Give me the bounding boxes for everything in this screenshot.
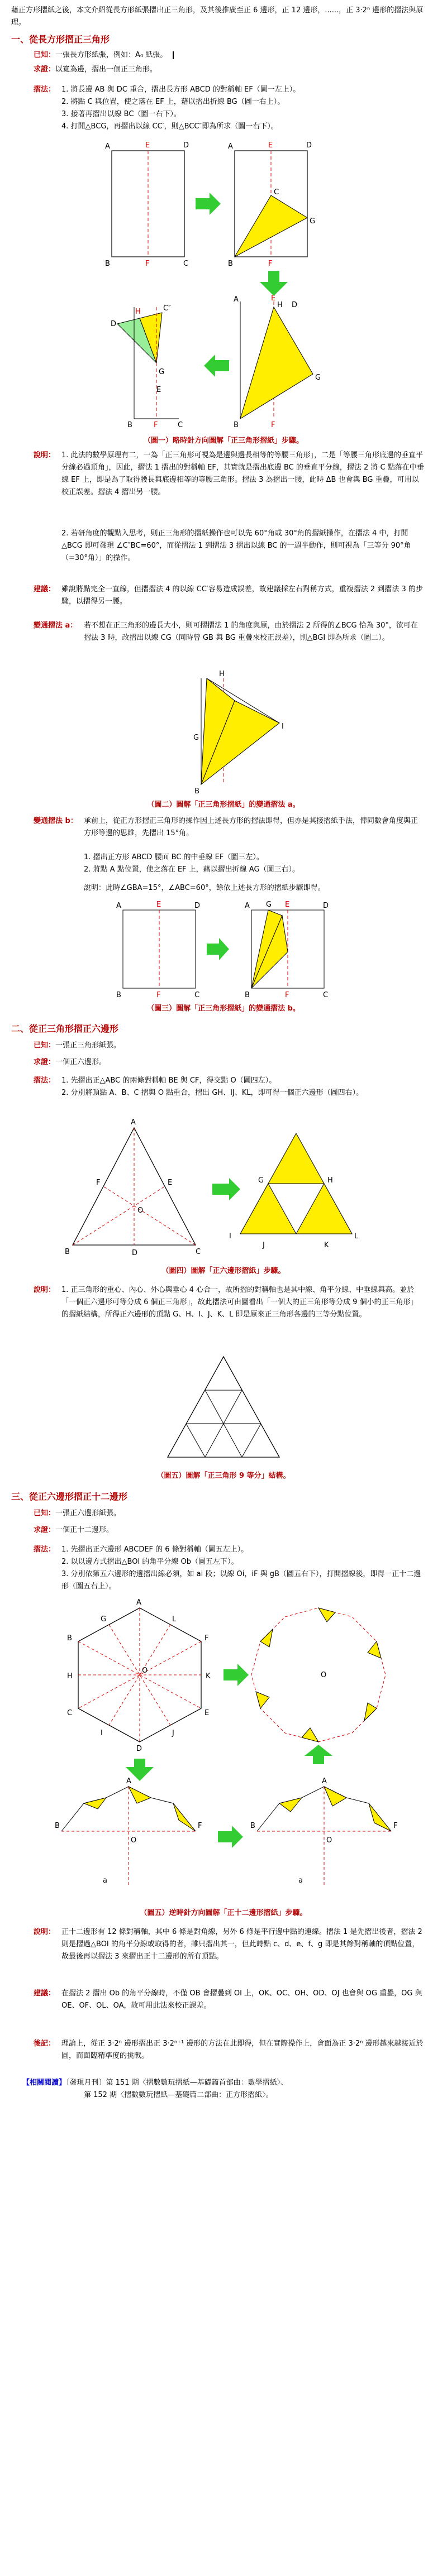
svg-text:E: E (268, 141, 273, 150)
given-label: 已知： (34, 1509, 56, 1517)
svg-text:K: K (324, 1241, 329, 1249)
svg-text:O: O (321, 1671, 327, 1679)
svg-text:L: L (172, 1615, 177, 1624)
given-label: 已知： (34, 51, 56, 59)
s2-explain: 1. 正三角形的重心、內心、外心與垂心 4 心合一，故所摺的對稱軸也是其中線、角平分線、中垂線與高。並於「一個正六邊形可等分成 6 個正三角形」，故此摺法可由圖看出「一個大的正三角形等分成 9 個小的正三角形」的摺紙結構，所得正六邊形的頂點 G、H、I、J、K、L 即是原來正三角形各邊的三等分點位置。 (61, 1286, 418, 1319)
svg-text:F: F (145, 260, 150, 268)
svg-text:C: C (196, 1248, 201, 1256)
explain-label: 說明： (34, 1928, 56, 1936)
s2-goal (34, 1056, 425, 1069)
svg-text:E: E (168, 1179, 173, 1187)
method-label: 摺法： (34, 1545, 56, 1554)
svg-text:C: C (178, 421, 183, 429)
step-1: 1. 先摺出正六邊形 ABCDEF 的 6 條對稱軸（圖五左上）。 (61, 1545, 249, 1554)
svg-text:C: C (183, 260, 189, 268)
s3-given (34, 1507, 425, 1520)
goal-text: 一個正六邊形。 (55, 1058, 107, 1066)
s1-goal (34, 64, 425, 76)
s1-var-a: 若不想在正三角形的邊長大小，則可摺摺法 1 的角度與原，由於摺法 2 所得的∠BCG 恰為 30°，欲可在摺法 3 時，改摺出以線 CG（同時曾 GB 與 BG 重疊來校正誤差），則△BGI 即為所求（圖二）。 (84, 621, 418, 642)
goal-text: 以寬為邊，摺出一個正三角形。 (55, 65, 158, 74)
svg-text:D: D (323, 902, 329, 910)
svg-text:G: G (310, 217, 316, 226)
figure-5 (162, 1351, 285, 1463)
svg-text:J: J (172, 1729, 174, 1737)
svg-text:A: A (228, 142, 233, 151)
svg-text:A: A (136, 1598, 141, 1607)
text-cursor (167, 51, 174, 59)
svg-text:B: B (234, 421, 239, 429)
svg-text:B: B (116, 991, 121, 999)
svg-text:F: F (271, 421, 275, 429)
svg-text:H: H (219, 670, 225, 678)
svg-text:D: D (136, 1745, 142, 1753)
svg-text:A: A (126, 1777, 131, 1785)
related-label: 【相關閱讀】 (22, 2079, 66, 2087)
svg-text:D: D (132, 1249, 138, 1257)
svg-text:E: E (156, 386, 161, 394)
svg-text:F: F (198, 1822, 202, 1830)
svg-text:B: B (228, 260, 233, 268)
step-1: 1. 先摺出正△ABC 的兩條對稱軸 BE 與 CF，得交點 O（圖四左）。 (61, 1076, 277, 1085)
related-link-151[interactable]: 〔發現月刊〕第 151 期〈摺數數玩摺紙—基礎篇首部曲：數學摺紙〉、 (66, 2079, 288, 2087)
step-1: 1. 將長邊 AB 與 DC 重合，摺出長方形 ABCD 的對稱軸 EF（圖一左上）。 (61, 85, 301, 94)
svg-text:A: A (105, 142, 110, 151)
var-b-label: 變通摺法 b： (34, 817, 78, 825)
svg-text:D: D (292, 301, 298, 309)
s2-steps (61, 1075, 425, 1099)
given-text: 一張正六邊形紙張。 (55, 1509, 121, 1517)
svg-text:A: A (116, 902, 121, 910)
svg-text:G: G (159, 368, 165, 376)
step-2: 2. 分別將頂點 A、B、C 摺與 O 點重合，摺出 GH、IJ、KL，即可得一個正六邊形（圖四右）。 (61, 1089, 364, 1097)
svg-text:F: F (96, 1179, 101, 1187)
figure-1-caption: （圖一）略時針方向圖解「正三角形摺紙」步驟。 (143, 437, 303, 445)
svg-text:B: B (67, 1634, 72, 1643)
step-3: 3. 接著再摺出以線 BC（圖一右下）。 (61, 110, 181, 118)
goal-label: 求證： (34, 1526, 56, 1534)
svg-text:J: J (263, 1241, 265, 1249)
svg-text:F: F (154, 421, 158, 429)
s3-steps (61, 1544, 425, 1593)
svg-text:I: I (229, 1232, 231, 1241)
svg-text:H: H (67, 1672, 73, 1680)
svg-text:H: H (277, 301, 283, 309)
given-text: 一張長方形紙張，例如：A₄ 紙張。 (55, 51, 168, 59)
svg-text:G: G (101, 1615, 107, 1624)
s1-var-b-explain: 說明：此時∠GBA=15°，∠ABC=60°，餘依上述長方形的摺紙步驟即得。 (84, 884, 325, 892)
svg-text:a: a (298, 1876, 303, 1885)
s3-suggest: 在摺法 2 摺出 Ob 的角平分線時，不僅 OB 會摺疊到 OI 上，OK、OC、OH、OD、OJ 也會與 OG 重疊，OG 與 OE、OF、OL、OA，故可用此法來校正誤差。 (61, 1989, 422, 2010)
s1-explain-2: 2. 若研角度的觀點入思考，則正三角形的摺紙操作也可以先 60°角或 30°角的摺紙操作，在摺法 4 中，打開△BCG 即可發現 ∠C″BC=60°，而從摺法 1 到摺法 3 摺出以線 BC 的一週半動作，則可視為「三等分 90°角（=30°角）」的操作。 (61, 529, 411, 562)
method-label: 摺法： (34, 1076, 56, 1085)
svg-text:B: B (65, 1248, 70, 1256)
figure-1 (101, 140, 358, 430)
svg-text:C: C (323, 991, 329, 999)
section-1-title: 一、從長方形摺正三角形 (11, 34, 110, 45)
s3-note: 理論上，從正 3‧2ⁿ 邊形摺出正 3‧2ⁿ⁺¹ 邊形的方法在此即得，但在實際操作上，會面為正 3‧2ⁿ 邊形越來越接近於圓，而面臨精準度的挑戰。 (61, 2039, 424, 2060)
note-label: 後記： (34, 2039, 56, 2048)
svg-text:D: D (111, 320, 117, 328)
svg-text:I: I (101, 1729, 103, 1737)
section-2-title: 二、從正三角形摺正六邊形 (11, 1023, 119, 1034)
step-2: 2. 將點 C 與位置，使之落在 EF 上，藉以摺出折線 BG（圖一右上）。 (61, 98, 285, 106)
svg-text:F: F (285, 991, 289, 999)
svg-text:A: A (234, 295, 239, 304)
svg-text:L: L (354, 1232, 359, 1241)
s3-explain: 正十二邊形有 12 條對稱軸，其中 6 條是對角線，另外 6 條是平行邊中點的連線。摺法 1 是先摺出後者，摺法 2 則是摺過△BOI 的角平分線或取得的者，雖只摺出其一，但此時點 c、d、e、f、g 即是其餘對稱軸的頂點位置，故最後再以摺法 3 來摺出正十二邊形的所有頂點。 (61, 1928, 422, 1961)
s1-var-b-steps (84, 851, 425, 876)
step-3: 3. 分別依第五六邊形的邊摺出線必須，如 ai 段；以線 Oi，iF 與 gB（圖五右下），打開摺線後，即得一正十二邊形（圖五右上）。 (61, 1570, 421, 1591)
svg-text:B: B (105, 260, 110, 268)
s2-given (34, 1040, 425, 1052)
s1-suggest: 雖說將點完全一直線，但摺摺法 4 的以線 CC′容易造成誤差，故建議採左右對稱方式，重複摺法 2 到摺法 3 的步驟，以摺得另一腰。 (61, 585, 423, 606)
s3-goal (34, 1524, 425, 1536)
svg-text:E: E (145, 141, 150, 150)
step-2: 2. 以以邊方式摺出△BOI 的角平分線 Ob（圖五左下）。 (61, 1558, 239, 1566)
figure-5-caption: （圖五）圖解「正三角形 9 等分」結構。 (156, 1472, 291, 1480)
svg-text:F: F (268, 260, 273, 268)
svg-text:O: O (142, 1667, 148, 1675)
svg-text:H: H (327, 1176, 333, 1185)
var-b-step-2: 2. 將點 A 點位置，使之落在 EF 上，藉以摺出折線 AG（圖三右）。 (84, 865, 300, 874)
svg-text:G: G (315, 374, 321, 382)
svg-text:B: B (194, 787, 199, 796)
svg-text:O: O (131, 1836, 137, 1845)
svg-text:E: E (271, 294, 276, 303)
svg-text:D: D (306, 141, 312, 150)
goal-label: 求證： (34, 65, 56, 74)
svg-text:G: G (258, 1176, 264, 1185)
svg-text:B: B (55, 1822, 60, 1830)
suggest-label: 建議： (34, 1989, 56, 1998)
explain-label: 說明： (34, 451, 56, 459)
svg-text:C″: C″ (163, 304, 171, 313)
svg-text:E: E (156, 901, 161, 909)
svg-text:B: B (250, 1822, 255, 1830)
related-reading (22, 2077, 436, 2101)
svg-text:B: B (127, 421, 132, 429)
svg-text:D: D (183, 141, 189, 150)
given-text: 一張正三角形紙張。 (55, 1041, 121, 1050)
svg-text:E: E (205, 1709, 210, 1717)
svg-text:a: a (103, 1876, 107, 1885)
svg-text:I: I (282, 722, 284, 731)
s1-var-b: 承前上，從正方形摺正三角形的操作因上述長方形的摺法即得，但亦是其接摺紙手法，俾同數會角度與正方形等邊的思維，先摺出 15°角。 (84, 817, 419, 837)
svg-text:C: C (67, 1709, 73, 1717)
svg-text:E: E (285, 901, 290, 909)
s1-given (34, 49, 425, 61)
suggest-label: 建議： (34, 585, 56, 593)
figure-2 (168, 667, 313, 796)
svg-text:A: A (131, 1118, 136, 1127)
svg-text:F: F (393, 1822, 398, 1830)
svg-text:C: C (274, 188, 279, 197)
figure-3 (101, 899, 358, 999)
figure-6 (45, 1597, 402, 1898)
svg-text:C: C (194, 991, 200, 999)
svg-text:F: F (156, 991, 161, 999)
svg-text:F: F (205, 1634, 209, 1643)
figure-4 (61, 1117, 386, 1262)
figure-2-caption: （圖二）圖解「正三角形摺紙」的變通摺法 a。 (147, 801, 300, 809)
method-label: 摺法： (34, 85, 56, 94)
figure-6-caption: （圖五）逆時針方向圖解「正十二邊形摺紙」步驟。 (140, 1909, 307, 1917)
given-label: 已知： (34, 1041, 56, 1050)
related-link-152[interactable]: 第 152 期〈摺數數玩摺紙—基礎篇二部曲：正方形摺紙〉。 (84, 2091, 273, 2099)
goal-label: 求證： (34, 1058, 56, 1066)
svg-text:O: O (326, 1836, 332, 1845)
s1-explain-1: 1. 此法的數學原理有二，一為「正三角形可視為是邊與邊長相等的等腰三角形」，二是「等腰三角形底邊的垂直平分線必過頂角」，因此，摺法 1 摺出的對稱軸 EF，其實就是摺出底邊 BC 的垂直平分線，摺法 2 將 C 點落在中垂線 EF 上，即是為了取得腰長與底邊相等的等腰三角形。摺法 3 為摺出一腰，此時 ΔB 也會與 BG 重疊，可用以校正誤差。摺法 4 摺出另一腰。 (61, 451, 424, 496)
var-b-step-1: 1. 摺出正方形 ABCD 腰面 BC 的中垂線 EF（圖三左）。 (84, 853, 264, 861)
svg-text:A: A (322, 1777, 327, 1785)
svg-text:G: G (266, 901, 272, 909)
svg-text:K: K (206, 1672, 211, 1680)
explain-label: 說明： (34, 1286, 56, 1294)
svg-text:D: D (194, 902, 201, 910)
section-3-title: 三、從正六邊形摺正十二邊形 (11, 1491, 128, 1502)
svg-text:G: G (193, 734, 199, 742)
figure-4-caption: （圖四）圖解「正六邊形摺紙」步驟。 (161, 1267, 286, 1275)
var-a-label: 變通摺法 a： (34, 621, 78, 630)
intro-text: 藉正方形摺紙之後，本文介紹從長方形紙張摺出正三角形，及其後推廣至正 6 邊形，正 12 邊形，......，正 3‧2ⁿ 邊形的摺法與原理。 (11, 6, 424, 27)
figure-3-caption: （圖三）圖解「正三角形摺紙」的變通摺法 b。 (147, 1004, 300, 1013)
goal-text: 一個正十二邊形。 (55, 1526, 114, 1534)
svg-text:B: B (245, 991, 250, 999)
svg-text:O: O (137, 1206, 144, 1215)
s1-steps (61, 84, 425, 133)
svg-text:A: A (245, 902, 250, 910)
step-4: 4. 打開△BCG，再摺出以線 CC′，則△BCC″即為所求（圖一右下）。 (61, 122, 278, 131)
svg-text:H: H (135, 308, 141, 316)
